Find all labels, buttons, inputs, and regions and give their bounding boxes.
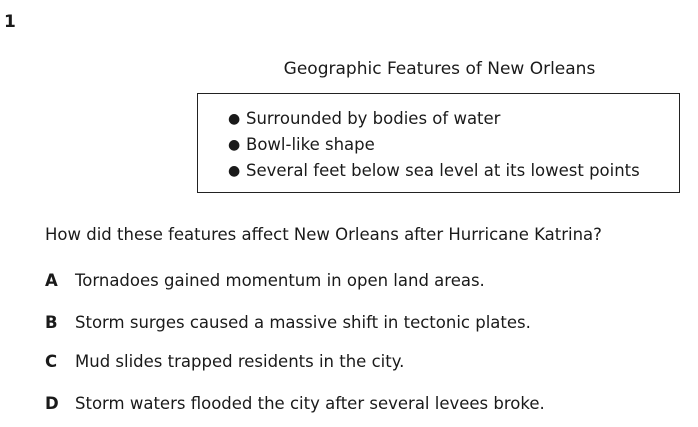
answer-choice-a[interactable] (45, 271, 485, 290)
answer-choice-b[interactable] (45, 313, 531, 332)
question-text: How did these features affect New Orleans after Hurricane Katrina? (45, 225, 602, 244)
feature-item (228, 132, 640, 158)
choice-letter: C (45, 352, 58, 371)
feature-item (228, 106, 640, 132)
answer-choice-c[interactable] (45, 352, 404, 371)
feature-item (228, 158, 640, 184)
feature-text: Surrounded by bodies of water (246, 109, 501, 128)
feature-text: Bowl-like shape (246, 135, 375, 154)
choice-text: Tornadoes gained momentum in open land areas. (75, 271, 485, 290)
choice-letter: A (45, 271, 58, 290)
answer-choice-d[interactable] (45, 394, 545, 413)
choice-text: Storm waters flooded the city after several levees broke. (75, 394, 545, 413)
question-number: 1 (4, 12, 16, 32)
choice-text: Storm surges caused a massive shift in tectonic plates. (75, 313, 531, 332)
bullet-icon: ● (228, 137, 241, 153)
feature-box (197, 93, 680, 193)
choice-text: Mud slides trapped residents in the city. (75, 352, 405, 371)
choice-letter: D (45, 394, 59, 413)
feature-box-title: Geographic Features of New Orleans (283, 59, 596, 79)
feature-text: Several feet below sea level at its lowest points (246, 161, 640, 180)
bullet-icon: ● (228, 163, 241, 179)
choice-letter: B (45, 313, 58, 332)
feature-list (228, 106, 640, 184)
bullet-icon: ● (228, 111, 241, 127)
